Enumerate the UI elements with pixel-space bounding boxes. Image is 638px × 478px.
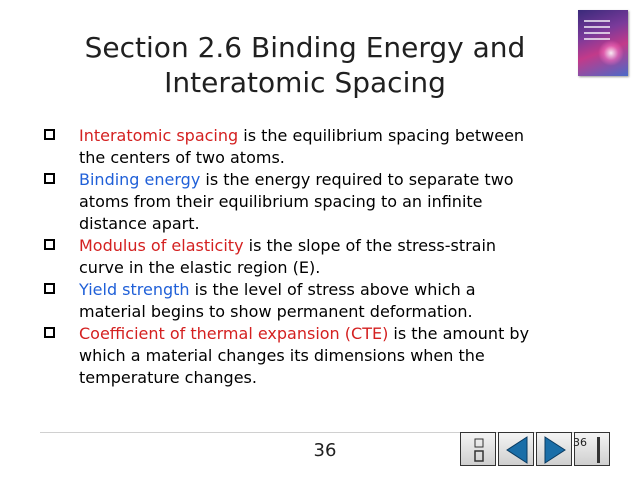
bullet-text: distance apart. [79, 214, 200, 233]
page-number: 36 [313, 440, 337, 461]
bullet-text: which a material changes its dimensions when the [79, 346, 485, 365]
bullet-text: is the slope of the stress-strain [243, 236, 497, 255]
home-button[interactable] [460, 432, 496, 466]
previous-slide-button[interactable] [498, 432, 534, 466]
checkbox-bullet-icon [44, 173, 55, 184]
bullet-item [40, 125, 600, 169]
checkbox-bullet-icon [44, 239, 55, 250]
bullet-item [40, 169, 600, 235]
bullet-item [40, 235, 600, 279]
slide-navigation [460, 432, 610, 466]
next-slide-button[interactable] [536, 432, 572, 466]
book-cover-image [578, 10, 628, 76]
checkbox-bullet-icon [44, 129, 55, 140]
bullet-text: is the energy required to separate two [200, 170, 514, 189]
bullet-term: Binding energy [79, 170, 201, 189]
checkbox-bullet-icon [44, 327, 55, 338]
home-icon [461, 433, 497, 467]
next-arrow-icon [537, 433, 573, 467]
bullet-text: is the amount by [388, 324, 530, 343]
bullet-text: the centers of two atoms. [79, 148, 285, 167]
bullet-text: is the equilibrium spacing between [238, 126, 525, 145]
bullet-term: Modulus of elasticity [79, 236, 244, 255]
checkbox-bullet-icon [44, 283, 55, 294]
bullet-item [40, 279, 600, 323]
bullet-text: is the level of stress above which a [189, 280, 476, 299]
title-line-1: Section 2.6 Binding Energy and [84, 31, 526, 64]
slide-title [60, 30, 550, 100]
title-line-2: Interatomic Spacing [164, 66, 446, 99]
nav-page-number: 36 [573, 436, 587, 449]
bullet-term: Interatomic spacing [79, 126, 239, 145]
bullet-term: Coefficient of thermal expansion (CTE) [79, 324, 389, 343]
bullet-text: curve in the elastic region (E). [79, 258, 321, 277]
bullet-text: material begins to show permanent deformation. [79, 302, 473, 321]
bullet-item [40, 323, 600, 389]
bullet-text: temperature changes. [79, 368, 257, 387]
bullet-term: Yield strength [79, 280, 190, 299]
previous-arrow-icon [499, 433, 535, 467]
bullet-text: atoms from their equilibrium spacing to an infinite [79, 192, 483, 211]
bullet-list [40, 125, 600, 389]
